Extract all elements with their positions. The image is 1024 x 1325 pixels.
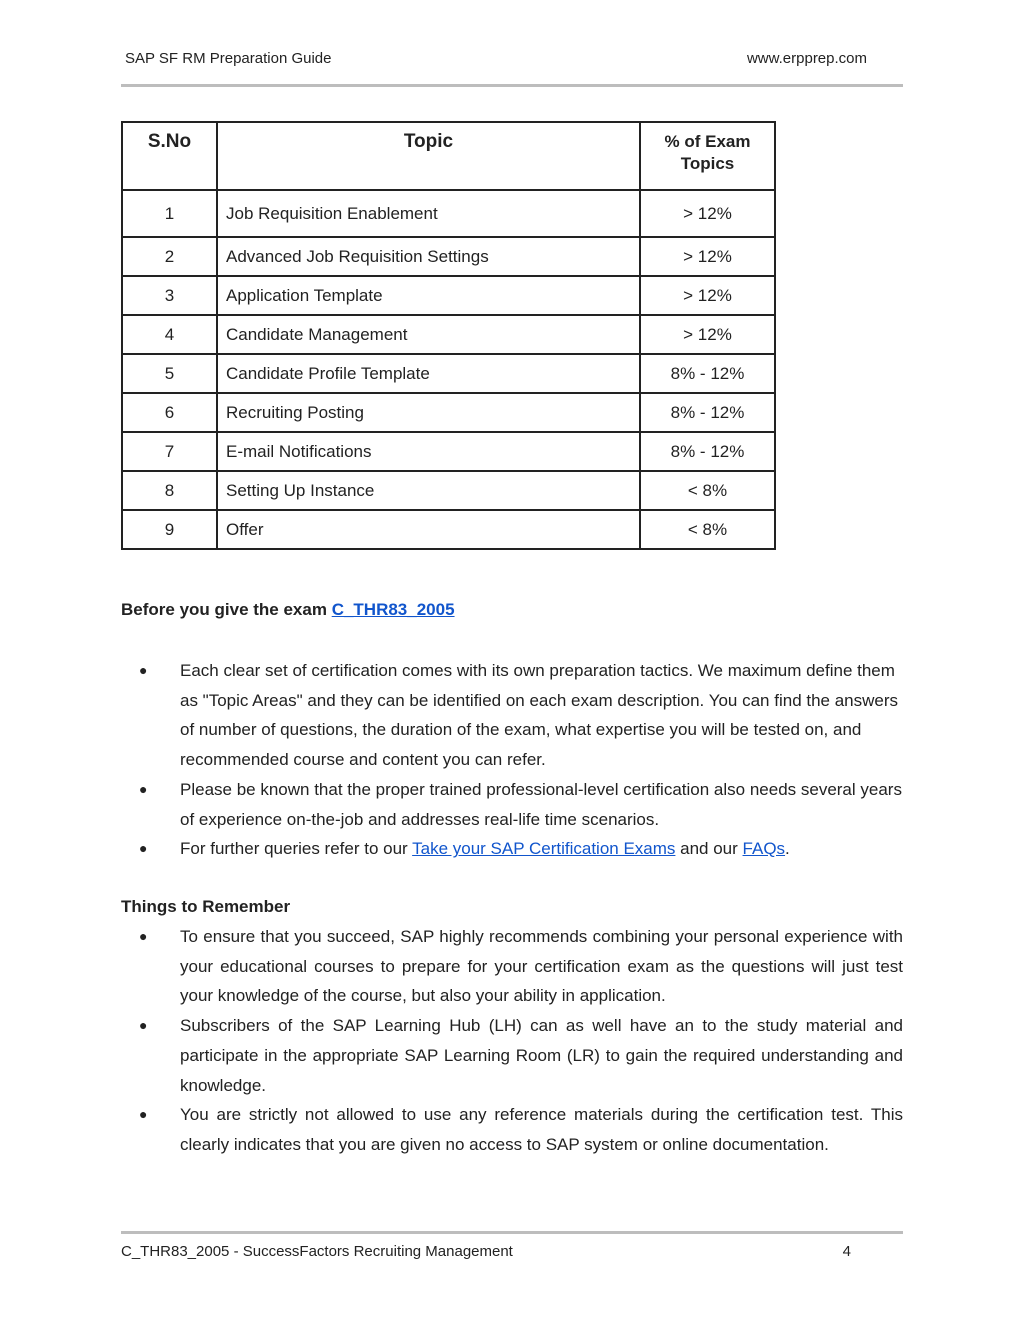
cell-percent: < 8%: [640, 510, 775, 549]
header-website: www.erpprep.com: [746, 50, 867, 67]
table-header-row: [122, 122, 775, 190]
cell-percent: > 12%: [640, 237, 775, 276]
list-item: [121, 656, 903, 775]
cell-topic: Advanced Job Requisition Settings: [217, 237, 640, 276]
cell-percent: > 12%: [640, 315, 775, 354]
cell-sno: 2: [122, 237, 217, 276]
cell-sno: 6: [122, 393, 217, 432]
cell-sno: 7: [122, 432, 217, 471]
before-exam-heading-text: Before you give the exam: [121, 600, 332, 619]
list-item: [121, 922, 903, 1011]
column-header-percent: % of Exam Topics: [640, 122, 775, 190]
list-item-text: Subscribers of the SAP Learning Hub (LH) can as well have an to the study material and participate in the appropriate SAP Learning Room (LR) to gain the required understanding and knowledge.: [180, 1016, 903, 1095]
queries-suffix: .: [785, 839, 790, 859]
list-item: [121, 1100, 903, 1159]
before-exam-heading: [121, 600, 455, 620]
exam-code-link[interactable]: C_THR83_2005: [331, 600, 455, 619]
cell-percent: > 12%: [640, 190, 775, 237]
header-title: SAP SF RM Preparation Guide: [125, 50, 332, 67]
cell-topic: Setting Up Instance: [217, 471, 640, 510]
cell-sno: 4: [122, 315, 217, 354]
table-row: [122, 354, 775, 393]
list-item: [121, 1011, 903, 1100]
page-number: 4: [842, 1243, 851, 1260]
cell-topic: Offer: [217, 510, 640, 549]
page-header: [121, 48, 903, 72]
column-header-sno: S.No: [122, 122, 217, 190]
cell-topic: Candidate Profile Template: [217, 354, 640, 393]
cell-sno: 9: [122, 510, 217, 549]
cell-sno: 5: [122, 354, 217, 393]
bullet-icon: ●: [139, 928, 148, 944]
list-item-text: Each clear set of certification comes with its own preparation tactics. We maximum define them as "Topic Areas" and they can be identified on each exam description. You can find the answers of number of questions, the duration of the exam, what expertise you will be tested on, and recommended course and content you can refer.: [180, 661, 899, 770]
queries-prefix: For further queries refer to our: [180, 839, 413, 859]
table-row: [122, 315, 775, 354]
column-header-topic: Topic: [217, 122, 640, 190]
header-divider: [121, 84, 903, 87]
before-exam-bullets: [121, 656, 903, 864]
queries-middle: and our: [675, 839, 743, 859]
cell-topic: Application Template: [217, 276, 640, 315]
bullet-icon: ●: [139, 1017, 148, 1034]
footer-title: C_THR83_2005 - SuccessFactors Recruiting Management: [121, 1243, 513, 1260]
cell-topic: Candidate Management: [217, 315, 640, 354]
cell-topic: Job Requisition Enablement: [217, 190, 640, 237]
cell-sno: 1: [122, 190, 217, 237]
table-row: [122, 237, 775, 276]
list-item: [121, 775, 903, 834]
bullet-icon: ●: [139, 840, 148, 857]
cell-percent: 8% - 12%: [640, 354, 775, 393]
cell-percent: < 8%: [640, 471, 775, 510]
certification-exams-link[interactable]: Take your SAP Certification Exams: [412, 839, 676, 859]
remember-bullets: [121, 922, 903, 1160]
list-item: [121, 834, 903, 864]
cell-sno: 3: [122, 276, 217, 315]
table-row: [122, 510, 775, 549]
cell-topic: E-mail Notifications: [217, 432, 640, 471]
table-row: [122, 190, 775, 237]
table-row: [122, 393, 775, 432]
cell-percent: 8% - 12%: [640, 432, 775, 471]
cell-topic: Recruiting Posting: [217, 393, 640, 432]
table-row: [122, 276, 775, 315]
table-row: [122, 432, 775, 471]
list-item-text: You are strictly not allowed to use any reference materials during the certification test. This clearly indicates that you are given no access to SAP system or online documentation.: [180, 1105, 903, 1154]
list-item-text: To ensure that you succeed, SAP highly recommends combining your personal experience with your educational courses to prepare for your certification exam as the questions will just test your knowledge of the course, but also your ability in application.: [180, 927, 903, 1006]
cell-percent: > 12%: [640, 276, 775, 315]
cell-percent: 8% - 12%: [640, 393, 775, 432]
bullet-icon: ●: [139, 662, 148, 678]
bullet-icon: ●: [139, 1106, 148, 1123]
things-to-remember-heading: Things to Remember: [121, 897, 291, 916]
footer-divider: [121, 1231, 903, 1234]
exam-topics-table: [121, 121, 776, 550]
faqs-link[interactable]: FAQs: [742, 839, 786, 859]
cell-sno: 8: [122, 471, 217, 510]
table-row: [122, 471, 775, 510]
list-item-text: Please be known that the proper trained professional-level certification also needs several years of experience on-the-job and addresses real-life time scenarios.: [180, 779, 902, 829]
bullet-icon: ●: [139, 780, 148, 797]
